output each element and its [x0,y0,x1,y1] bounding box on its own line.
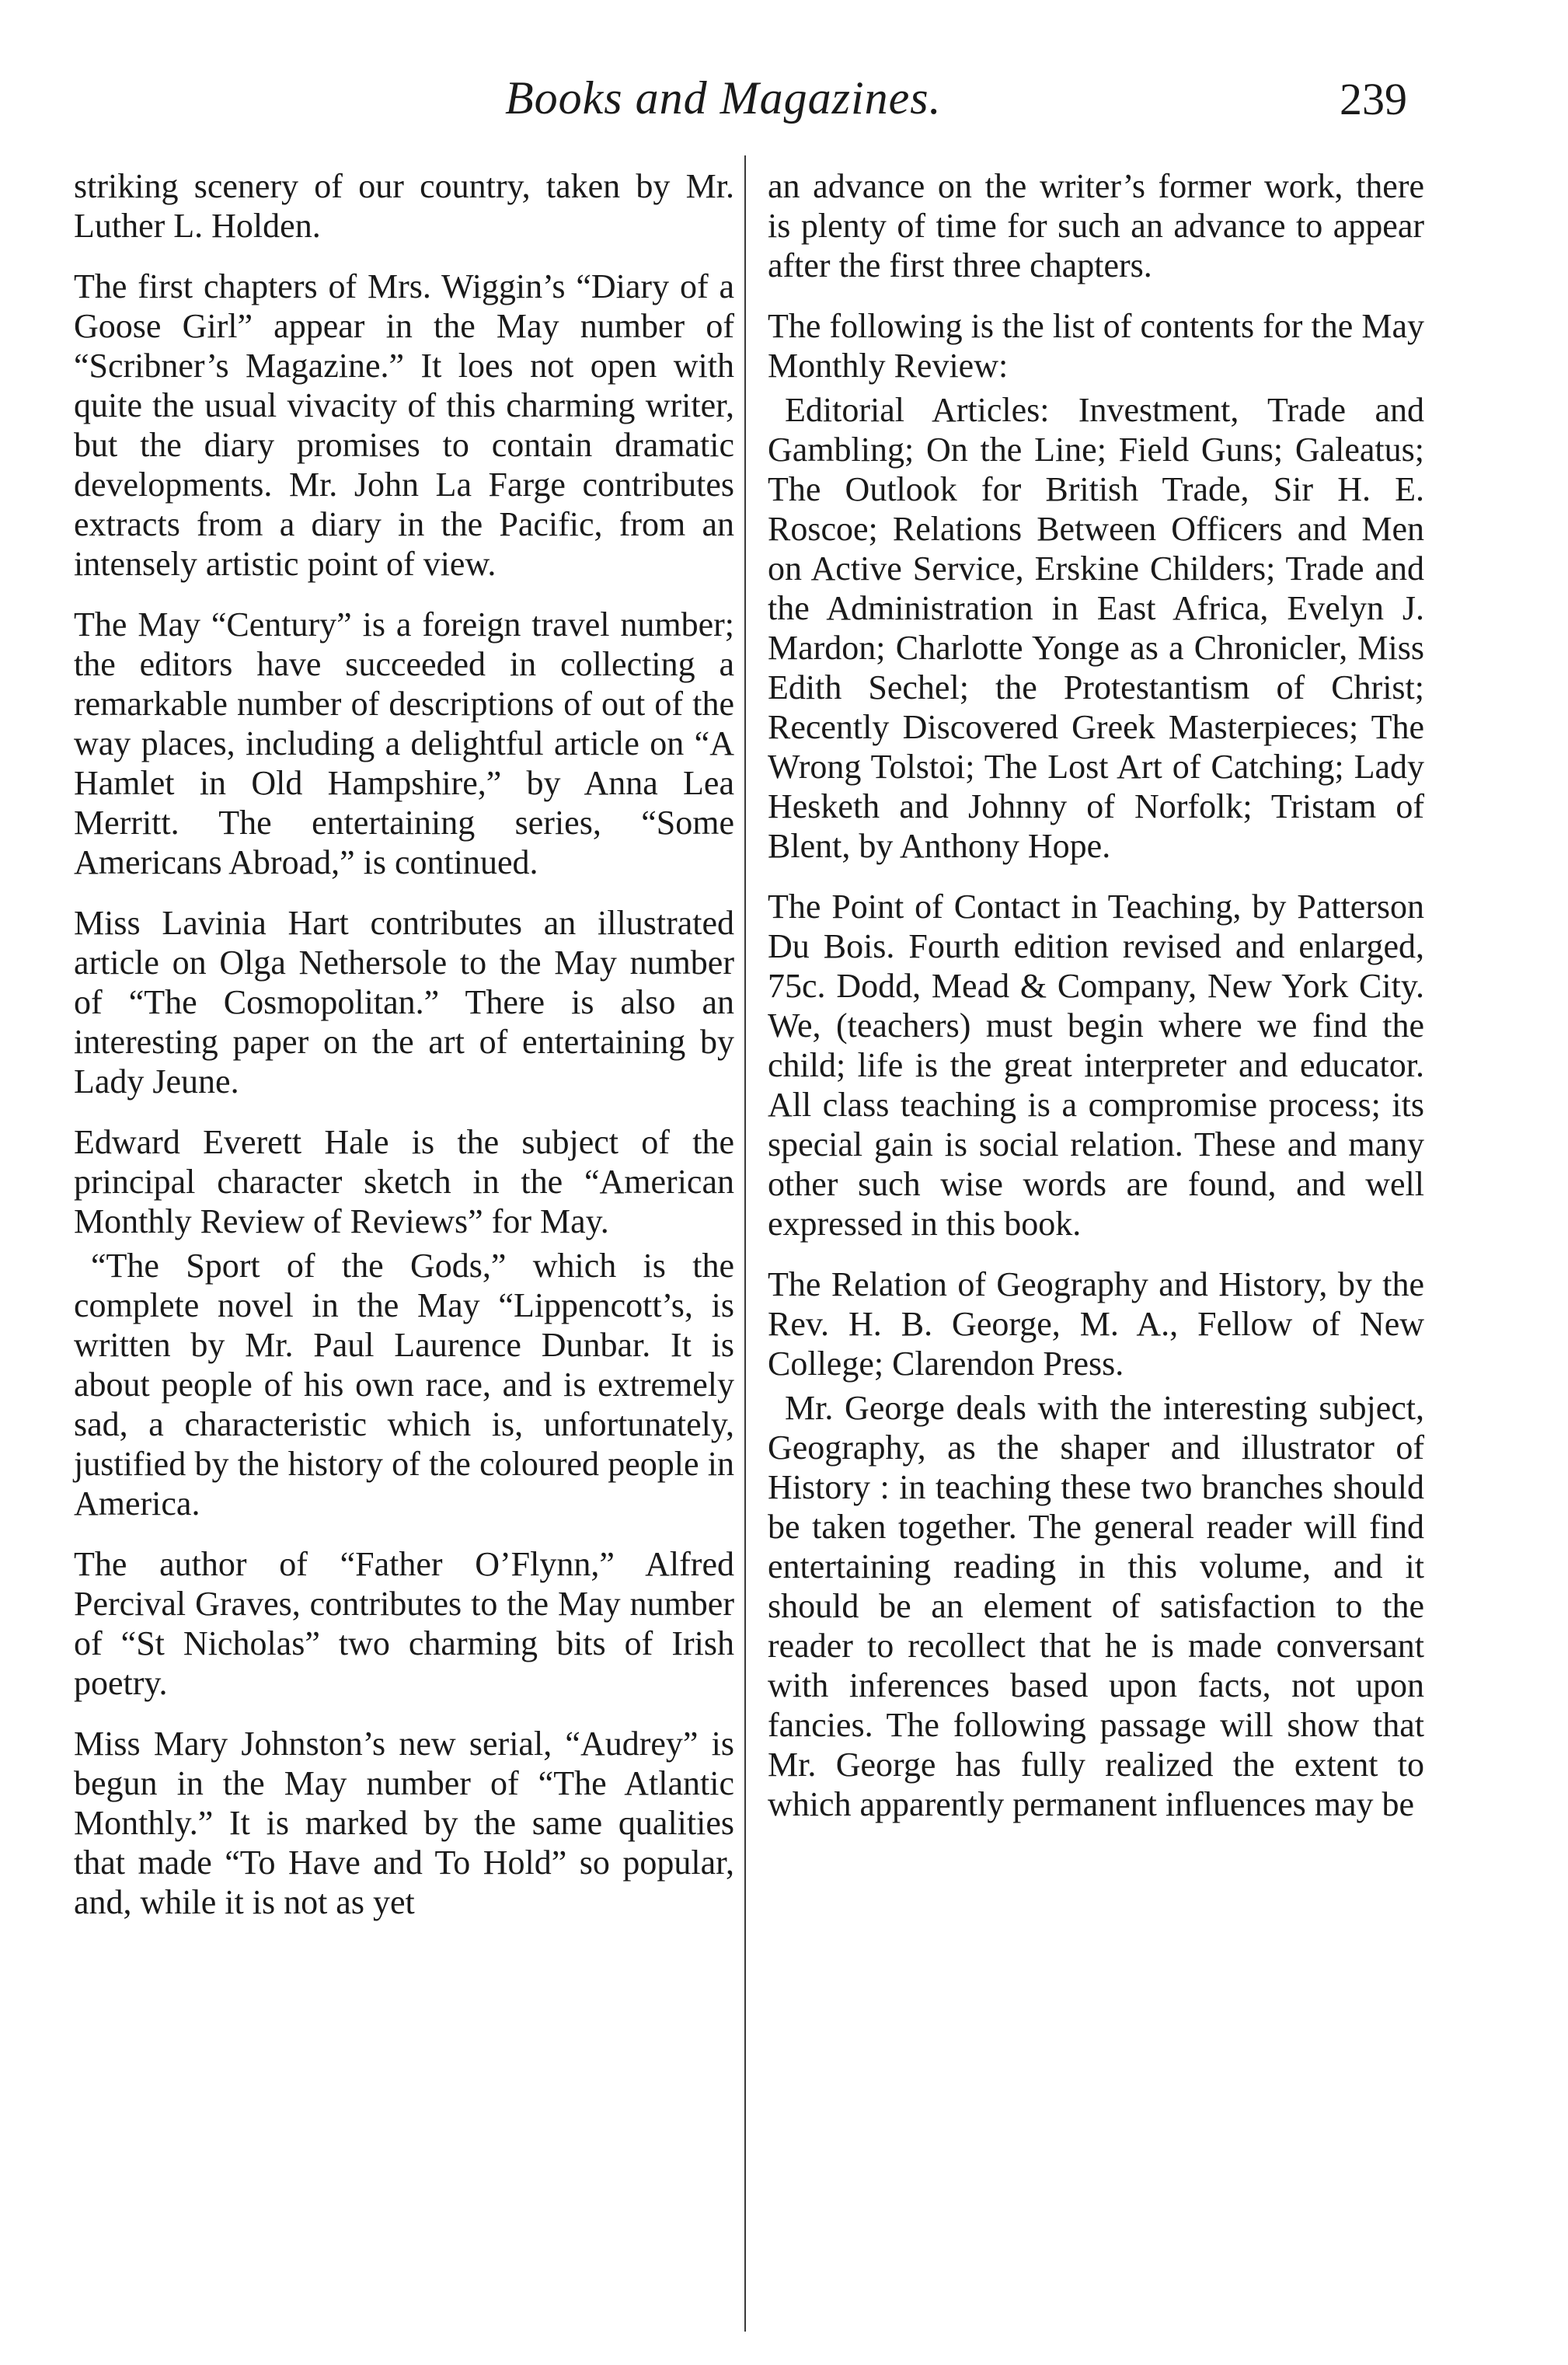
paragraph-review-of-reviews: Edward Everett Hale is the subject of the principal character sketch in the “American Monthly Review of Reviews” for May. [74,1123,734,1240]
paragraph-st-nicholas: The author of “Father O’Flynn,” Alfred Percival Graves, contributes to the May number of “St Nicholas” two charming bits of Irish poetry. [74,1545,734,1702]
paragraph-holden-scenery: striking scenery of our country, taken by Mr. Luther L. Holden. [74,167,734,245]
paragraph-cosmopolitan: Miss Lavinia Hart contributes an illustrated article on Olga Nethersole to the May number of “The Cosmopolitan.” There is also an interesting paper on the art of entertaining by Lady Jeune. [74,904,734,1101]
paragraph-may-century: The May “Century” is a foreign travel number; the editors have succeeded in collecting a remarkable number of descriptions of out of the way places, including a delightful article on “A Hamlet in Old Hampshire,” by Anna Lea Merritt. The entertaining series, “Some Americans Abroad,” is continued. [74,605,734,881]
page-header [0,72,1568,134]
paragraph-audrey-serial: Miss Mary Johnston’s new serial, “Audrey” is begun in the May number of “The Atlantic Monthly.” It is marked by the same qualities that made “To Have and To Hold” so popular, and, while it is not as yet [74,1725,734,1921]
right-column [768,166,1424,1845]
left-column [74,166,734,1943]
running-title: Books and Magazines. [505,72,942,124]
column-divider [744,155,746,2332]
paragraph-monthly-review-intro: The following is the list of contents for the May Monthly Review: [768,307,1424,385]
paragraph-monthly-review-contents: Editorial Articles: Investment, Trade and Gambling; On the Line; Field Guns; Galeatus; The Outlook for British Trade, Sir H. E. Roscoe; Relations Between Officers and Men on Active Service, Erskine Childers; Trade and the Administration in East Africa, Evelyn J. Mardon; Charlotte Yonge as a Chronicler, Miss Edith Sechel; the Protestantism of Christ; Recently Discovered Greek Masterpieces; The Wrong Tolstoi; The Lost Art of Catching; Lady Hesketh and Johnny of Norfolk; Tristam of Blent, by Anthony Hope. [768,391,1424,865]
paragraph-sport-of-the-gods: “The Sport of the Gods,” which is the complete novel in the May “Lippencott’s, is written by Mr. Paul Laurence Dunbar. It is about people of his own race, and is extremely sad, a characteristic which is, unfortunately, justified by the history of the coloured people in America. [74,1247,734,1523]
paragraph-audrey-continued: an advance on the writer’s former work, there is plenty of time for such an advance to appear after the first three chapters. [768,167,1424,284]
paragraph-geography-and-history: The Relation of Geography and History, by the Rev. H. B. George, M. A., Fellow of New College; Clarendon Press. [768,1265,1424,1383]
paragraph-point-of-contact: The Point of Contact in Teaching, by Patterson Du Bois. Fourth edition revised and enlarged, 75c. Dodd, Mead & Company, New York City. We, (teachers) must begin where we find the child; life is the great interpreter and educator. All class teaching is a compromise process; its special gain is social relation. These and many other such wise words are found, and well expressed in this book. [768,888,1424,1243]
paragraph-goose-girl-diary: The first chapters of Mrs. Wiggin’s “Diary of a Goose Girl” appear in the May number of “Scribner’s Magazine.” It loes not open with quite the usual vivacity of this charming writer, but the diary promises to contain dramatic developments. Mr. John La Farge contributes extracts from a diary in the Pacific, from an intensely artistic point of view. [74,267,734,583]
paragraph-george-review: Mr. George deals with the interesting subject, Geography, as the shaper and illustrator of History : in teaching these two branches should be taken together. The general reader will find entertaining reading in this volume, and it should be an element of satisfaction to the reader to recollect that he is made conversant with inferences based upon facts, not upon fancies. The following passage will show that Mr. George has fully realized the extent to which apparently permanent influences may be [768,1389,1424,1823]
page-number: 239 [1340,74,1407,124]
